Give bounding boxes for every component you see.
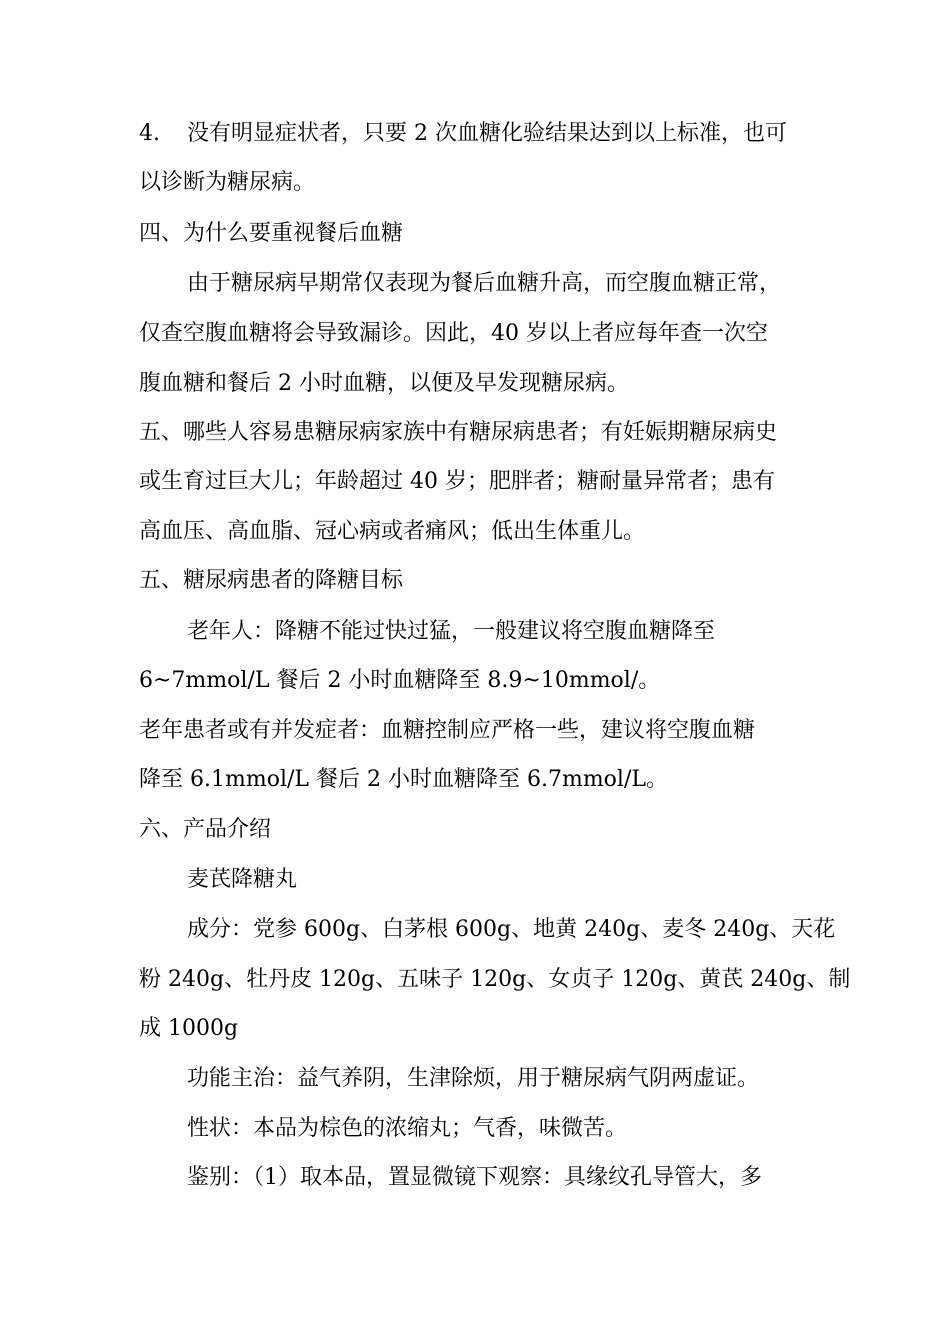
section-heading: 六、产品介绍 xyxy=(139,817,272,842)
paragraph-line: 以诊断为糖尿病。 xyxy=(139,170,316,195)
paragraph-line: 高血压、高血脂、冠心病或者痛风；低出生体重儿。 xyxy=(139,519,646,544)
paragraph-line: 老年人：降糖不能过快过猛，一般建议将空腹血糖降至 xyxy=(187,619,716,644)
paragraph-line: 粉 240g、牡丹皮 120g、五味子 120g、女贞子 120g、黄芪 240g、制 xyxy=(139,967,851,992)
section-heading: 四、为什么要重视餐后血糖 xyxy=(139,221,404,246)
paragraph-line: 性状：本品为棕色的浓缩丸；气香，味微苦。 xyxy=(187,1116,628,1141)
paragraph-line: 腹血糖和餐后 2 小时血糖，以便及早发现糖尿病。 xyxy=(139,371,629,396)
paragraph-line: 鉴别：（1）取本品，置显微镜下观察：具缘纹孔导管大，多 xyxy=(187,1165,762,1190)
paragraph-line: 成 1000g xyxy=(139,1016,239,1041)
section-heading: 五、糖尿病患者的降糖目标 xyxy=(139,568,404,593)
paragraph-line: 6~7mmol/L 餐后 2 小时血糖降至 8.9~10mmol/。 xyxy=(139,668,661,693)
paragraph-line: 没有明显症状者，只要 2 次血糖化验结果达到以上标准，也可 xyxy=(187,121,787,146)
product-name: 麦芪降糖丸 xyxy=(187,867,298,892)
paragraph-line: 老年患者或有并发症者：血糖控制应严格一些，建议将空腹血糖 xyxy=(139,718,756,743)
list-number: 4. xyxy=(139,121,160,146)
paragraph-line: 由于糖尿病早期常仅表现为餐后血糖升高，而空腹血糖正常， xyxy=(187,271,782,296)
paragraph-line: 仅查空腹血糖将会导致漏诊。因此，40 岁以上者应每年查一次空 xyxy=(139,321,768,346)
list-item-4 xyxy=(139,120,839,148)
paragraph-line: 降至 6.1mmol/L 餐后 2 小时血糖降至 6.7mmol/L。 xyxy=(139,767,668,792)
section-heading: 五、哪些人容易患糖尿病家族中有糖尿病患者；有妊娠期糖尿病史 xyxy=(139,420,778,445)
paragraph-line: 或生育过巨大儿；年龄超过 40 岁；肥胖者；糖耐量异常者；患有 xyxy=(139,469,775,494)
paragraph-line: 功能主治：益气养阴，生津除烦，用于糖尿病气阴两虚证。 xyxy=(187,1066,760,1091)
paragraph-line: 成分：党参 600g、白茅根 600g、地黄 240g、麦冬 240g、天花 xyxy=(187,917,836,942)
